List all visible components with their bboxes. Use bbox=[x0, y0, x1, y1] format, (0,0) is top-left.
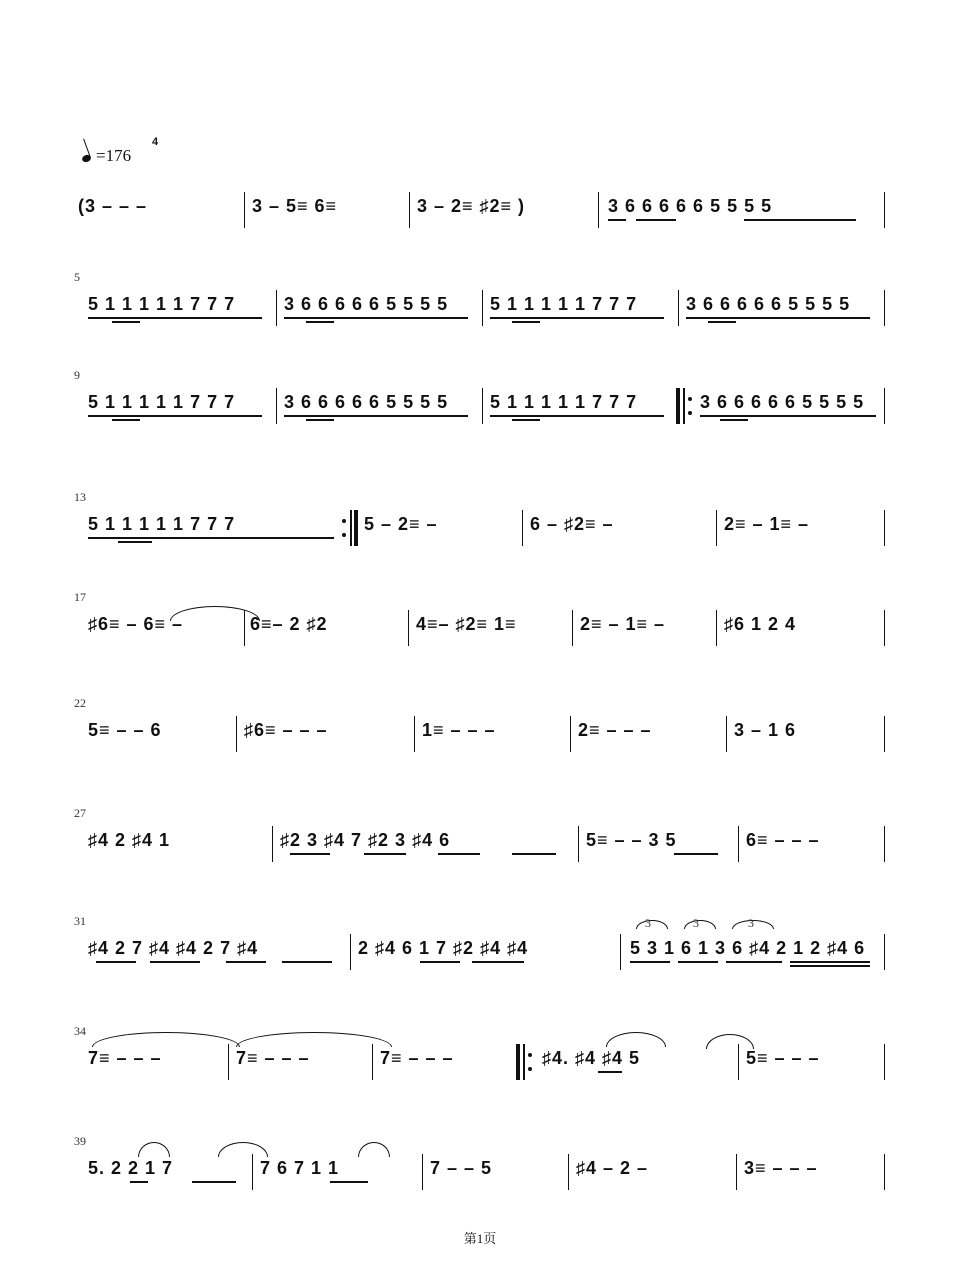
barline bbox=[244, 192, 245, 228]
measure: ♯4 2 ♯4 1 bbox=[88, 830, 171, 850]
system-1 bbox=[0, 172, 960, 232]
beam bbox=[438, 853, 480, 855]
system-10 bbox=[0, 1134, 960, 1194]
barline bbox=[252, 1154, 253, 1190]
beam bbox=[790, 961, 870, 963]
beam bbox=[490, 415, 664, 417]
barline bbox=[578, 826, 579, 862]
system-number: 17 bbox=[74, 590, 86, 604]
measure: 7≡ – – – bbox=[236, 1048, 310, 1068]
measure: ♯4 – 2 – bbox=[576, 1158, 649, 1178]
tuplet-label: 3 bbox=[748, 916, 754, 930]
system-6 bbox=[0, 696, 960, 756]
measure: (3 – – – bbox=[78, 196, 148, 216]
measure: ♯6≡ – 6≡ – bbox=[88, 614, 184, 634]
barline bbox=[372, 1044, 373, 1080]
beam bbox=[290, 853, 330, 855]
barline bbox=[884, 510, 885, 546]
beam bbox=[330, 1181, 368, 1183]
beam bbox=[130, 1181, 148, 1183]
slur bbox=[358, 1142, 390, 1157]
repeat-start-sign bbox=[676, 388, 694, 424]
slur bbox=[218, 1142, 268, 1157]
beam bbox=[686, 317, 870, 319]
barline bbox=[272, 826, 273, 862]
barline bbox=[738, 826, 739, 862]
measure: 4≡– ♯2≡ 1≡ bbox=[416, 614, 517, 634]
system-number: 13 bbox=[74, 490, 86, 504]
measure: ♯6≡ – – – bbox=[244, 720, 328, 740]
barline bbox=[408, 610, 409, 646]
measure: 3≡ – – – bbox=[744, 1158, 818, 1178]
system-number: 5 bbox=[74, 270, 80, 284]
system-5 bbox=[0, 590, 960, 650]
measure: 5 – 2≡ – bbox=[364, 514, 438, 534]
system-number: 34 bbox=[74, 1024, 86, 1038]
beam bbox=[636, 219, 676, 221]
barline bbox=[276, 388, 277, 424]
barline bbox=[716, 610, 717, 646]
tuplet-bracket bbox=[636, 920, 668, 929]
barline bbox=[568, 1154, 569, 1190]
tuplet-label: 3 bbox=[693, 916, 699, 930]
barline bbox=[884, 192, 885, 228]
measure: 1≡ – – – bbox=[422, 720, 496, 740]
barline bbox=[570, 716, 571, 752]
barline bbox=[620, 934, 621, 970]
barline bbox=[414, 716, 415, 752]
barline bbox=[736, 1154, 737, 1190]
measure: 6≡– 2 ♯2 bbox=[250, 614, 328, 634]
measure: 3 – 1 6 bbox=[734, 720, 797, 740]
beam bbox=[88, 317, 262, 319]
barline bbox=[884, 388, 885, 424]
barline bbox=[678, 290, 679, 326]
barline bbox=[482, 290, 483, 326]
measure: 5 3 1 6 1 3 6 ♯4 2 1 2 ♯4 6 bbox=[630, 938, 866, 958]
measure: 3 – 2≡ ♯2≡ ) bbox=[417, 196, 526, 216]
system-9 bbox=[0, 1024, 960, 1084]
beam bbox=[674, 853, 718, 855]
repeat-start-sign bbox=[516, 1044, 534, 1080]
beam bbox=[472, 961, 524, 963]
beam bbox=[726, 961, 782, 963]
beam bbox=[364, 853, 406, 855]
measure: ♯2 3 ♯4 7 ♯2 3 ♯4 6 bbox=[280, 830, 451, 850]
barline bbox=[884, 1154, 885, 1190]
measure: 3 6 6 6 6 6 5 5 5 5 bbox=[700, 392, 865, 412]
measure: 7 6 7 1 1 bbox=[260, 1158, 340, 1178]
slur bbox=[138, 1142, 170, 1157]
measure: 7 – – 5 bbox=[430, 1158, 493, 1178]
barline bbox=[884, 934, 885, 970]
system-number: 27 bbox=[74, 806, 86, 820]
tempo-marking bbox=[82, 146, 131, 166]
beam bbox=[88, 537, 334, 539]
beam bbox=[96, 961, 136, 963]
measure: 5 1 1 1 1 1 7 7 7 bbox=[490, 392, 638, 412]
beam bbox=[700, 415, 876, 417]
tempo-text: =176 bbox=[96, 146, 132, 165]
slur bbox=[170, 606, 260, 621]
barline bbox=[572, 610, 573, 646]
barline bbox=[236, 716, 237, 752]
measure: 5≡ – – – bbox=[746, 1048, 820, 1068]
beam bbox=[306, 321, 334, 323]
slur bbox=[92, 1032, 240, 1047]
beam bbox=[720, 419, 748, 421]
system-7 bbox=[0, 806, 960, 866]
beam bbox=[88, 415, 262, 417]
measure: 5≡ – – 6 bbox=[88, 720, 162, 740]
barline bbox=[350, 934, 351, 970]
measure: ♯4. ♯4 ♯4 5 bbox=[542, 1048, 641, 1068]
measure: 5 1 1 1 1 1 7 7 7 bbox=[490, 294, 638, 314]
barline bbox=[598, 192, 599, 228]
system-3 bbox=[0, 368, 960, 428]
beam bbox=[744, 219, 856, 221]
beam bbox=[150, 961, 200, 963]
beam bbox=[512, 321, 540, 323]
barline bbox=[884, 716, 885, 752]
barline bbox=[884, 826, 885, 862]
page-number: 第1页 bbox=[463, 1231, 497, 1246]
top-mark: 4 bbox=[152, 136, 159, 148]
slur bbox=[606, 1032, 666, 1047]
beam bbox=[306, 419, 334, 421]
beam bbox=[630, 961, 670, 963]
system-number: 22 bbox=[74, 696, 86, 710]
measure: 7≡ – – – bbox=[88, 1048, 162, 1068]
barline bbox=[482, 388, 483, 424]
measure: 3 6 6 6 6 6 5 5 5 5 bbox=[284, 392, 449, 412]
beam bbox=[790, 965, 870, 967]
slur bbox=[236, 1032, 392, 1047]
beam bbox=[112, 321, 140, 323]
system-4 bbox=[0, 490, 960, 550]
measure: 2≡ – 1≡ – bbox=[724, 514, 810, 534]
measure: 2 ♯4 6 1 7 ♯2 ♯4 ♯4 bbox=[358, 938, 529, 958]
beam bbox=[282, 961, 332, 963]
measure: ♯6 1 2 4 bbox=[724, 614, 797, 634]
system-number: 31 bbox=[74, 914, 86, 928]
measure: 6 – ♯2≡ – bbox=[530, 514, 614, 534]
measure: 7≡ – – – bbox=[380, 1048, 454, 1068]
barline bbox=[228, 1044, 229, 1080]
measure: 5. 2 2 1 7 bbox=[88, 1158, 174, 1178]
barline bbox=[726, 716, 727, 752]
system-number: 9 bbox=[74, 368, 80, 382]
barline bbox=[884, 290, 885, 326]
beam bbox=[678, 961, 718, 963]
beam bbox=[192, 1181, 236, 1183]
barline bbox=[716, 510, 717, 546]
beam bbox=[112, 419, 140, 421]
beam bbox=[598, 1071, 622, 1073]
measure: 5 1 1 1 1 1 7 7 7 bbox=[88, 514, 236, 534]
quarter-note-icon bbox=[81, 154, 92, 164]
measure: 3 6 6 6 6 6 5 5 5 5 bbox=[284, 294, 449, 314]
beam bbox=[420, 961, 460, 963]
measure: ♯4 2 7 ♯4 ♯4 2 7 ♯4 bbox=[88, 938, 259, 958]
measure: 5≡ – – 3 5 bbox=[586, 830, 677, 850]
barline bbox=[422, 1154, 423, 1190]
beam bbox=[118, 541, 152, 543]
measure: 2≡ – 1≡ – bbox=[580, 614, 666, 634]
measure: 5 1 1 1 1 1 7 7 7 bbox=[88, 294, 236, 314]
tuplet-bracket bbox=[684, 920, 716, 929]
barline bbox=[522, 510, 523, 546]
barline bbox=[276, 290, 277, 326]
system-2 bbox=[0, 270, 960, 330]
barline bbox=[244, 610, 245, 646]
barline bbox=[884, 610, 885, 646]
system-8 bbox=[0, 914, 960, 974]
beam bbox=[284, 317, 468, 319]
barline bbox=[884, 1044, 885, 1080]
beam bbox=[284, 415, 468, 417]
system-number: 39 bbox=[74, 1134, 86, 1148]
beam bbox=[708, 321, 736, 323]
measure: 3 6 6 6 6 6 5 5 5 5 bbox=[608, 196, 773, 216]
repeat-end-sign bbox=[342, 510, 360, 546]
beam bbox=[512, 419, 540, 421]
beam bbox=[608, 219, 626, 221]
measure: 3 6 6 6 6 6 5 5 5 5 bbox=[686, 294, 851, 314]
measure: 2≡ – – – bbox=[578, 720, 652, 740]
measure: 5 1 1 1 1 1 7 7 7 bbox=[88, 392, 236, 412]
measure: 6≡ – – – bbox=[746, 830, 820, 850]
beam bbox=[226, 961, 266, 963]
tuplet-label: 3 bbox=[645, 916, 651, 930]
barline bbox=[738, 1044, 739, 1080]
beam bbox=[512, 853, 556, 855]
measure: 3 – 5≡ 6≡ bbox=[252, 196, 338, 216]
barline bbox=[409, 192, 410, 228]
beam bbox=[490, 317, 664, 319]
